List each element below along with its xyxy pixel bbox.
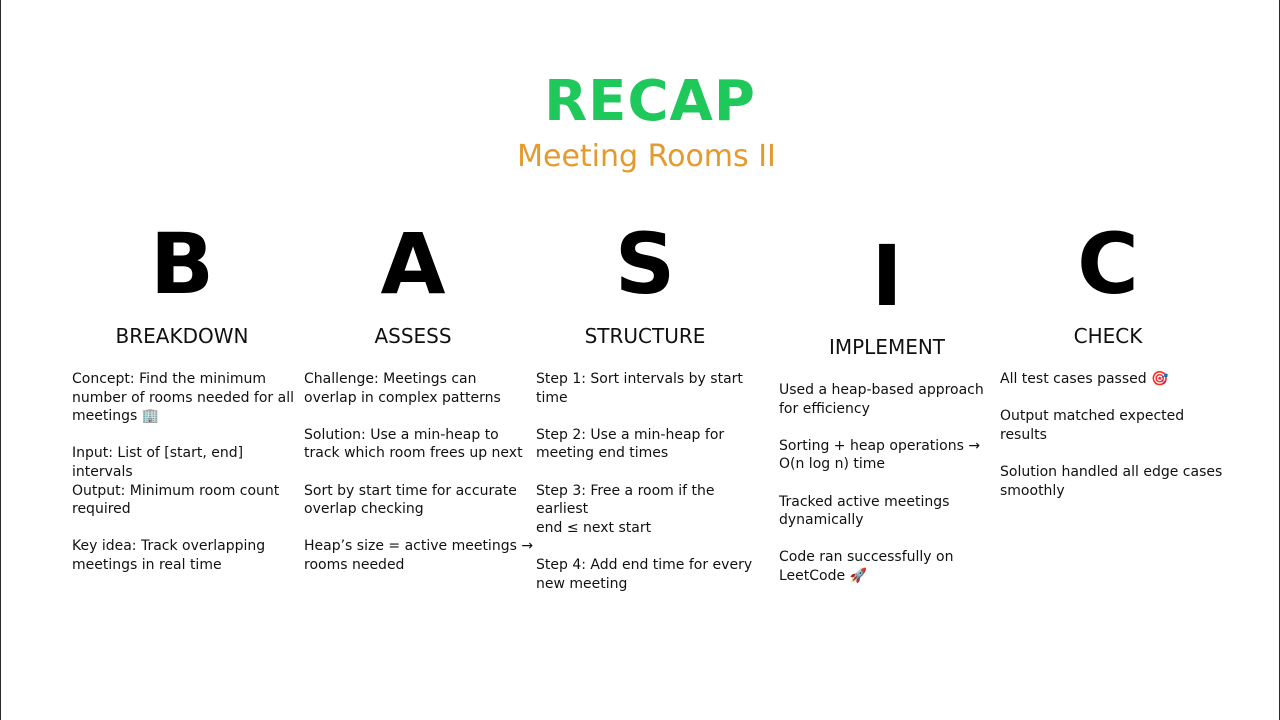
list-item: Solution: Use a min-heap to track which room frees up next	[304, 426, 523, 462]
list-item: Challenge: Meetings can overlap in complex patterns	[304, 371, 501, 406]
column-heading: IMPLEMENT	[828, 335, 946, 359]
column-letter: I	[871, 227, 903, 325]
column-items	[1000, 370, 1235, 519]
recap-title: RECAP	[544, 69, 756, 134]
list-item: Input: List of [start, end] intervals Output: Minimum room count required	[72, 445, 280, 518]
list-item: Tracked active meetings dynamically	[779, 493, 950, 529]
column-letter: S	[614, 215, 676, 313]
list-item: Key idea: Track overlapping meetings in real time	[72, 538, 266, 573]
column-items	[536, 370, 766, 612]
column-items	[779, 381, 994, 604]
column-heading: CHECK	[1073, 324, 1143, 348]
column-heading: BREAKDOWN	[115, 324, 249, 348]
column-letter: B	[149, 215, 215, 313]
column-letter: C	[1077, 215, 1139, 313]
list-item: Sorting + heap operations → O(n log n) time	[779, 437, 981, 473]
list-item: Heap’s size = active meetings → rooms needed	[304, 538, 534, 573]
column-heading: STRUCTURE	[584, 324, 706, 348]
list-item: Concept: Find the minimum number of rooms needed for all meetings 🏢	[72, 371, 294, 425]
list-item: Sort by start time for accurate overlap checking	[304, 482, 517, 518]
list-item: All test cases passed 🎯	[1000, 371, 1169, 387]
column-letter: A	[380, 215, 446, 313]
list-item: Step 1: Sort intervals by start time	[536, 371, 743, 406]
list-item: Used a heap-based approach for efficiency	[779, 382, 984, 417]
list-item: Output matched expected results	[1000, 408, 1185, 443]
list-item: Solution handled all edge cases smoothly	[1000, 463, 1223, 499]
list-item: Step 4: Add end time for every new meeting	[536, 556, 753, 592]
list-item: Step 2: Use a min-heap for meeting end times	[536, 426, 725, 462]
column-heading: ASSESS	[374, 324, 452, 348]
list-item: Code ran successfully on LeetCode 🚀	[779, 549, 954, 584]
column-items	[72, 370, 302, 593]
column-items	[304, 370, 534, 593]
recap-subtitle: Meeting Rooms II	[517, 139, 776, 174]
list-item: Step 3: Free a room if the earliest end ≤ next start	[536, 482, 715, 536]
